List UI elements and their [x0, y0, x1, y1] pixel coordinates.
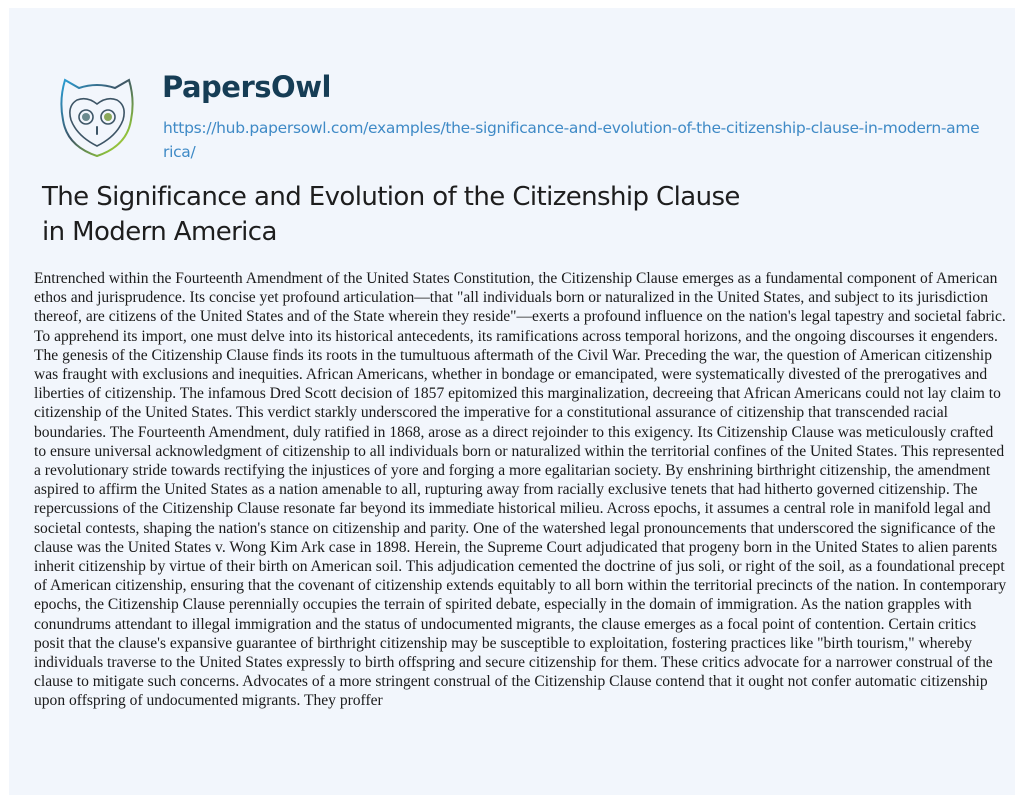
- owl-logo-icon: [59, 76, 135, 160]
- document-body: Entrenched within the Fourteenth Amendment of the United States Constitution, the Citizenship Clause emerges as a fundamental component of American ethos and jurisprudence. Its concise yet profound articulation—that "all individuals born or naturalized in the United States, and subject to its jurisdiction thereof, are citizens of the United States and of the State wherein they reside"—exerts a profound influence on the nation's legal tapestry and societal fabric. To apprehend its import, one must delve into its historical antecedents, its ramifications across temporal horizons, and the ongoing discourses it engenders. The genesis of the Citizenship Clause finds its roots in the tumultuous aftermath of the Civil War. Preceding the war, the question of American citizenship was fraught with exclusions and inequities. African Americans, whether in bondage or emancipated, were systematically divested of the prerogatives and liberties of citizenship. The infamous Dred Scott decision of 1857 epitomized this marginalization, decreeing that African Americans could not lay claim to citizenship of the United States. This verdict starkly underscored the imperative for a constitutional assurance of citizenship that transcended racial boundaries. The Fourteenth Amendment, duly ratified in 1868, arose as a direct rejoinder to this exigency. Its Citizenship Clause was meticulously crafted to ensure universal acknowledgment of citizenship to all individuals born or naturalized within the territorial confines of the United States. This represented a revolutionary stride towards rectifying the injustices of yore and forging a more egalitarian society. By enshrining birthright citizenship, the amendment aspired to affirm the United States as a nation amenable to all, rupturing away from racially exclusive tenets that had hitherto governed citizenship. The repercussions of the Citizenship Clause resonate far beyond its immediate historical milieu. Across epochs, it assumes a central role in manifold legal and societal contests, shaping the nation's stance on citizenship and parity. One of the watershed legal pronouncements that underscored the significance of the clause was the United States v. Wong Kim Ark case in 1898. Herein, the Supreme Court adjudicated that progeny born in the United States to alien parents inherit citizenship by virtue of their birth on American soil. This adjudication cemented the doctrine of jus soli, or right of the soil, as a foundational precept of American citizenship, ensuring that the covenant of citizenship extends equitably to all born within the territorial precincts of the nation. In contemporary epochs, the Citizenship Clause perennially occupies the terrain of spirited debate, especially in the domain of immigration. As the nation grapples with conundrums attendant to illegal immigration and the status of undocumented migrants, the clause emerges as a focal point of contention. Certain critics posit that the clause's expansive guarantee of birthright citizenship may be susceptible to exploitation, fostering practices like "birth tourism," whereby individuals traverse to the United States expressly to birth offspring and secure citizenship for them. These critics advocate for a narrower construal of the clause to mitigate such concerns. Advocates of a more stringent construal of the Citizenship Clause contend that it ought not confer automatic citizenship upon offspring of undocumented migrants. They proffer: [34, 270, 1007, 710]
- source-url-link[interactable]: https://hub.papersowl.com/examples/the-significance-and-evolution-of-the-citizenship-clause-in-modern-america/: [163, 119, 980, 161]
- document-card: [9, 8, 1015, 795]
- document-title: The Significance and Evolution of the Citizenship Clause in Modern America: [42, 182, 740, 247]
- brand-name[interactable]: PapersOwl: [162, 70, 331, 104]
